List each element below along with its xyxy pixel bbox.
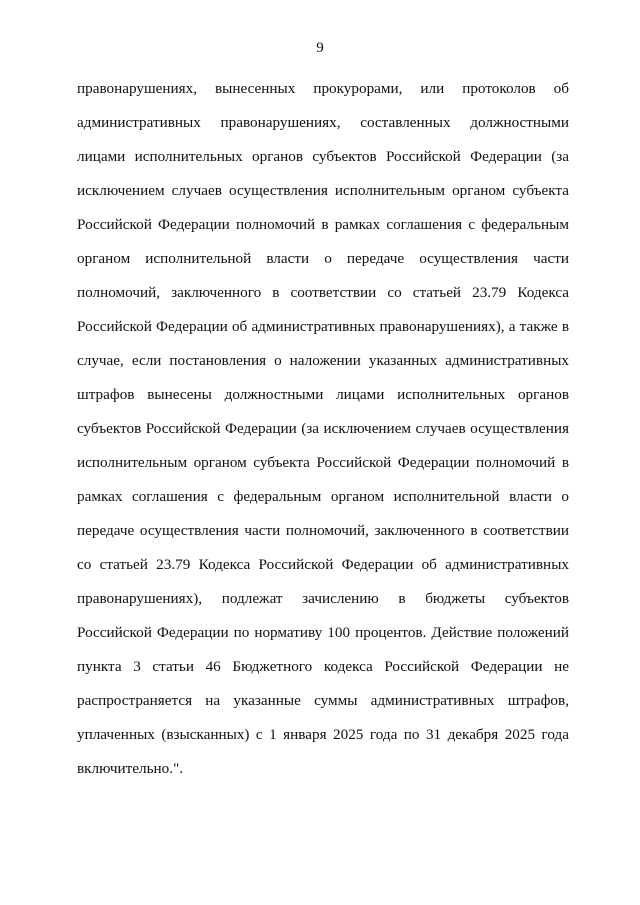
text-line: уплаченных (взысканных) с 1 января 2025 года по 31 декабря 2025 года bbox=[77, 726, 569, 743]
page-number: 9 bbox=[316, 40, 324, 56]
text-line: распространяется на указанные суммы административных штрафов, bbox=[77, 692, 569, 709]
text-line: исключением случаев осуществления исполнительным органом субъекта bbox=[77, 182, 569, 199]
body-text bbox=[77, 75, 569, 789]
text-line: субъектов Российской Федерации (за исключением случаев осуществления bbox=[77, 420, 569, 437]
text-line: случае, если постановления о наложении указанных административных bbox=[77, 352, 569, 369]
text-line: Российской Федерации полномочий в рамках соглашения с федеральным bbox=[77, 216, 569, 233]
text-line: включительно.". bbox=[77, 760, 184, 777]
text-line: административных правонарушениях, составленных должностными bbox=[77, 114, 569, 131]
text-line: Российской Федерации об административных правонарушениях), а также в bbox=[77, 318, 569, 335]
text-line: правонарушениях), подлежат зачислению в бюджеты субъектов bbox=[77, 590, 569, 607]
text-line: лицами исполнительных органов субъектов Российской Федерации (за bbox=[77, 148, 569, 165]
text-line: штрафов вынесены должностными лицами исполнительных органов bbox=[77, 386, 569, 403]
text-line: правонарушениях, вынесенных прокурорами, или протоколов об bbox=[77, 80, 569, 97]
text-line: полномочий, заключенного в соответствии со статьей 23.79 Кодекса bbox=[77, 284, 569, 301]
text-line: исполнительным органом субъекта Российской Федерации полномочий в bbox=[77, 454, 569, 471]
text-line: со статьей 23.79 Кодекса Российской Федерации об административных bbox=[77, 556, 569, 573]
text-line: пункта 3 статьи 46 Бюджетного кодекса Российской Федерации не bbox=[77, 658, 569, 675]
text-line: рамках соглашения с федеральным органом исполнительной власти о bbox=[77, 488, 569, 505]
text-line: Российской Федерации по нормативу 100 процентов. Действие положений bbox=[77, 624, 569, 641]
text-line: передаче осуществления части полномочий, заключенного в соответствии bbox=[77, 522, 569, 539]
text-line: органом исполнительной власти о передаче осуществления части bbox=[77, 250, 569, 267]
